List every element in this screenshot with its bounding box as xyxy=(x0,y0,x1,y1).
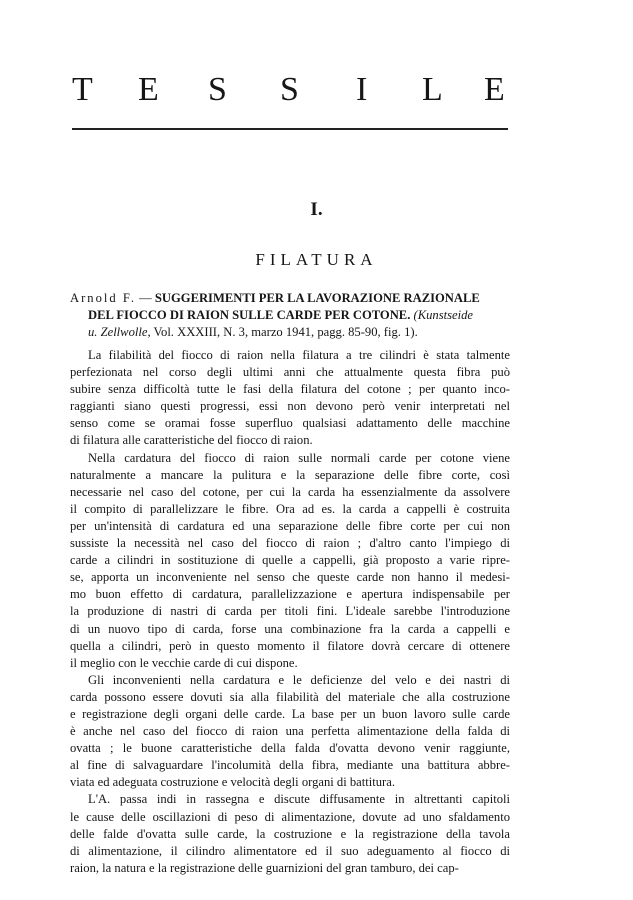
text-line: Nella cardatura del fiocco di raion sulle normali carde per cotone viene xyxy=(88,450,510,465)
chapter-title: FILATURA xyxy=(255,250,378,269)
text-line: carde a cilindri in sostituzione di quelle a cappelli, già proposto a varie ripre- xyxy=(70,553,510,568)
text-line: è anche nel caso del fiocco di raion una perfetta alimentazione della falda di xyxy=(70,724,510,739)
text-line: senso come se oramai fosse superfluo qualsiasi adattamento delle macchine xyxy=(70,416,510,431)
text-line: delle falde d'ovatta sulle carde, la costruzione e la registrazione della tavola xyxy=(70,826,510,841)
text-line: perfezionata nel corso degli ultimi anni che attualmente questa fibra può xyxy=(70,365,510,380)
text-line: sussiste la necessità nel caso del fiocco di raion ; d'altro canto l'impiego di xyxy=(70,536,510,551)
bibliographic-reference xyxy=(70,290,510,341)
text-line: e registrazione degli organi delle carde. La base per un buon lavoro sulle carde xyxy=(70,706,510,721)
text-line: Gli inconvenienti nella cardatura e le deficienze del velo e dei nastri di xyxy=(88,672,510,687)
text-line: il compito di parallelizzare le fibre. Ora ad es. la carda a cappelli è costruita xyxy=(70,501,510,516)
section-rule xyxy=(72,128,508,130)
text-line: le cause delle oscillazioni di peso di alimentazione, dovute ad uno sfaldamento xyxy=(70,809,510,824)
section-letter: I xyxy=(356,71,368,108)
text-line: di filatura alle caratteristiche del fiocco di raion. xyxy=(70,433,313,448)
chapter-number: I. xyxy=(310,199,323,220)
text-line: quella a cilindri, però in questo momento il filatore dovrà cercare di ottenere xyxy=(70,638,510,653)
text-line: raggianti siano questi progressi, essi non devono però venir interpretati nel xyxy=(70,399,510,414)
text-line: di un nuovo tipo di carda, forse una combinazione fra la carda a cappelli e xyxy=(70,621,510,636)
text-line: L'A. passa indi in rassegna e discute diffusamente in altrettanti capitoli xyxy=(88,792,510,807)
text-line: viata ed adeguata costruzione e velocità degli organi di battitura. xyxy=(70,775,395,790)
section-letter: E xyxy=(138,71,159,108)
paragraph xyxy=(70,791,510,876)
section-letter: S xyxy=(208,71,227,108)
section-letter: E xyxy=(484,71,505,108)
ref-details: Vol. XXXIII, N. 3, marzo 1941, pagg. 85-90, fig. 1). xyxy=(150,325,418,339)
paragraph xyxy=(70,347,510,450)
text-line: di alimentazione, il cilindro alimentatore ed il suo adeguamento al fiocco di xyxy=(70,843,510,858)
text-line: per un'intensità di cardatura ed una separazione delle fibre corte per cui non xyxy=(70,518,510,533)
text-line: mo buon effetto di cardatura, parallelizzazione e apertura indispensabile per xyxy=(70,587,510,602)
section-letter: T xyxy=(72,71,93,108)
section-letter: L xyxy=(422,71,443,108)
text-line: raion, la natura e la registrazione delle guarnizioni del gran tamburo, dei cap- xyxy=(70,860,459,875)
text-line: al fine di salvaguardare l'incolumità della fibra, mediante una battitura abbre- xyxy=(70,758,510,773)
text-line: La filabilità del fiocco di raion nella filatura a tre cilindri è stata talmente xyxy=(88,348,510,362)
text-line: la produzione di nastri di carda per titoli fini. L'ideale sarebbe l'introduzione xyxy=(70,604,510,619)
text-line: carda possono essere dovuti sia alla filabilità del materiale che alla costruzione xyxy=(70,689,510,704)
ref-journal-a: (Kunstseide xyxy=(410,308,473,322)
text-line: necessarie nel caso del cotone, per cui la carda ha essenzialmente da assolvere xyxy=(70,484,510,499)
section-title xyxy=(72,70,510,110)
text-line: il meglio con le vecchie carde di cui dispone. xyxy=(70,655,298,670)
text-line: se, apporta un inconveniente nel senso che queste carde non hanno il medesi- xyxy=(70,570,510,585)
text-line: subire senza difficoltà tutte le fasi della filatura del cotone ; per quanto inco- xyxy=(70,382,510,397)
ref-title-line2: DEL FIOCCO DI RAION SULLE CARDE PER COTONE. xyxy=(88,308,411,322)
ref-dash: — xyxy=(135,291,155,305)
paragraph xyxy=(70,450,510,672)
text-line: ovatta ; le buone caratteristiche della falda d'ovatta devono venir raggiunte, xyxy=(70,741,510,756)
ref-author: Arnold F. xyxy=(70,291,136,305)
text-line: naturalmente a mancare la pulitura e la separazione delle fibre corte, così xyxy=(70,467,510,482)
ref-title-line1: SUGGERIMENTI PER LA LAVORAZIONE RAZIONALE xyxy=(154,291,480,305)
paragraph xyxy=(70,672,510,792)
section-letter: S xyxy=(280,71,299,108)
ref-journal-b: u. Zellwolle, xyxy=(88,325,151,339)
body-text xyxy=(70,347,510,877)
